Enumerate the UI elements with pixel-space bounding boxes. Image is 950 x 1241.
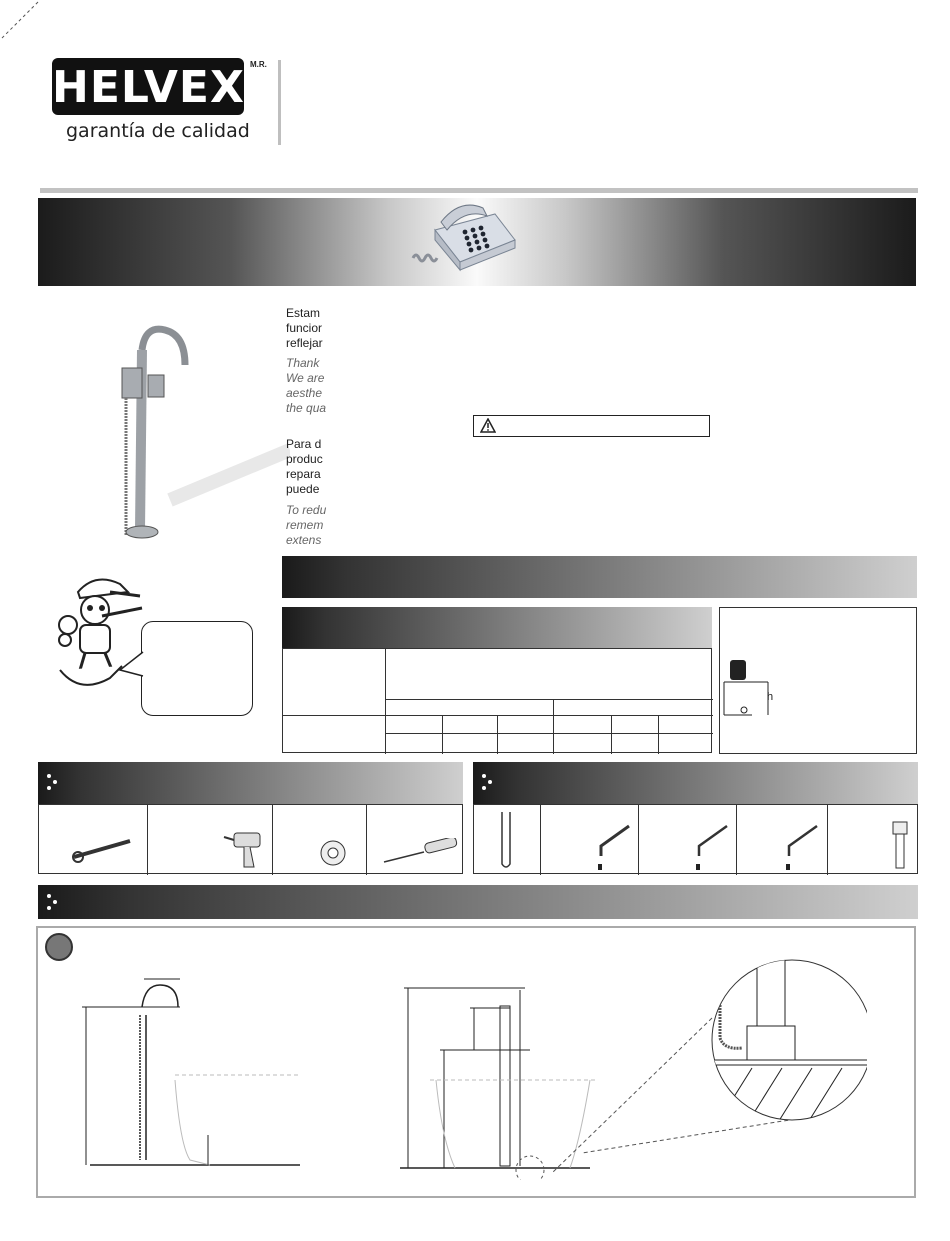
warning-es-line-3: repara xyxy=(286,467,321,481)
bullet-dots-icon xyxy=(46,773,60,793)
allen-key-icon-medium xyxy=(693,822,733,872)
allen-key-icon-large xyxy=(595,822,635,872)
bullet-dots-icon xyxy=(481,773,495,793)
pressure-table xyxy=(282,648,712,753)
intro-es-line-2: funcior xyxy=(286,321,323,335)
allen-key-icon-small xyxy=(783,822,823,872)
base-detail-zoom-drawing xyxy=(552,958,867,1183)
tape-icon xyxy=(313,838,353,868)
flexible-hose-icon xyxy=(496,808,516,870)
tools-section-bar xyxy=(38,762,463,804)
installation-section-bar xyxy=(38,885,918,919)
screwdriver-icon xyxy=(380,838,460,868)
intro-en-line-4: the qua xyxy=(286,401,327,415)
warning-es-line-1: Para d xyxy=(286,437,322,451)
side-view-dimension-drawing xyxy=(80,975,310,1185)
header-divider xyxy=(278,60,281,145)
intro-en-line-1: Thank xyxy=(286,356,320,370)
warning-en-line-1: To redu xyxy=(286,503,327,517)
wrench-icon xyxy=(70,835,140,865)
intro-es-line-3: reflejar xyxy=(286,336,323,350)
pressure-table-header xyxy=(282,607,712,649)
tank-height-diagram xyxy=(722,650,782,720)
warning-icon xyxy=(480,418,496,433)
warning-en-line-2: remem xyxy=(286,518,324,532)
product-faucet-image xyxy=(100,320,290,550)
mascot-speech-bubble xyxy=(141,621,253,716)
brand-tagline: garantía de calidad xyxy=(66,120,250,142)
specs-section-bar xyxy=(282,556,917,598)
bullet-dots-icon xyxy=(46,893,60,913)
step-number-badge xyxy=(44,932,74,962)
warning-es-line-4: puede xyxy=(286,482,320,496)
crop-mark xyxy=(0,0,40,40)
drill-icon xyxy=(222,825,267,870)
registered-mark: M.R. xyxy=(250,60,267,69)
intro-en-line-3: aesthe xyxy=(286,386,323,400)
intro-en-line-2: We are xyxy=(286,371,325,385)
bolt-icon xyxy=(890,820,910,872)
telephone-icon xyxy=(405,200,520,272)
included-parts-bar xyxy=(473,762,918,804)
brand-logo xyxy=(52,58,282,148)
header-rule xyxy=(40,188,918,193)
bubble-tail xyxy=(118,650,144,678)
warning-en-line-3: extens xyxy=(286,533,322,547)
height-label: h xyxy=(767,691,774,703)
warning-box xyxy=(473,415,710,437)
intro-es-line-1: Estam xyxy=(286,306,321,320)
logo-text: HELVEX xyxy=(52,62,245,113)
warning-es-line-2: produc xyxy=(286,452,323,466)
